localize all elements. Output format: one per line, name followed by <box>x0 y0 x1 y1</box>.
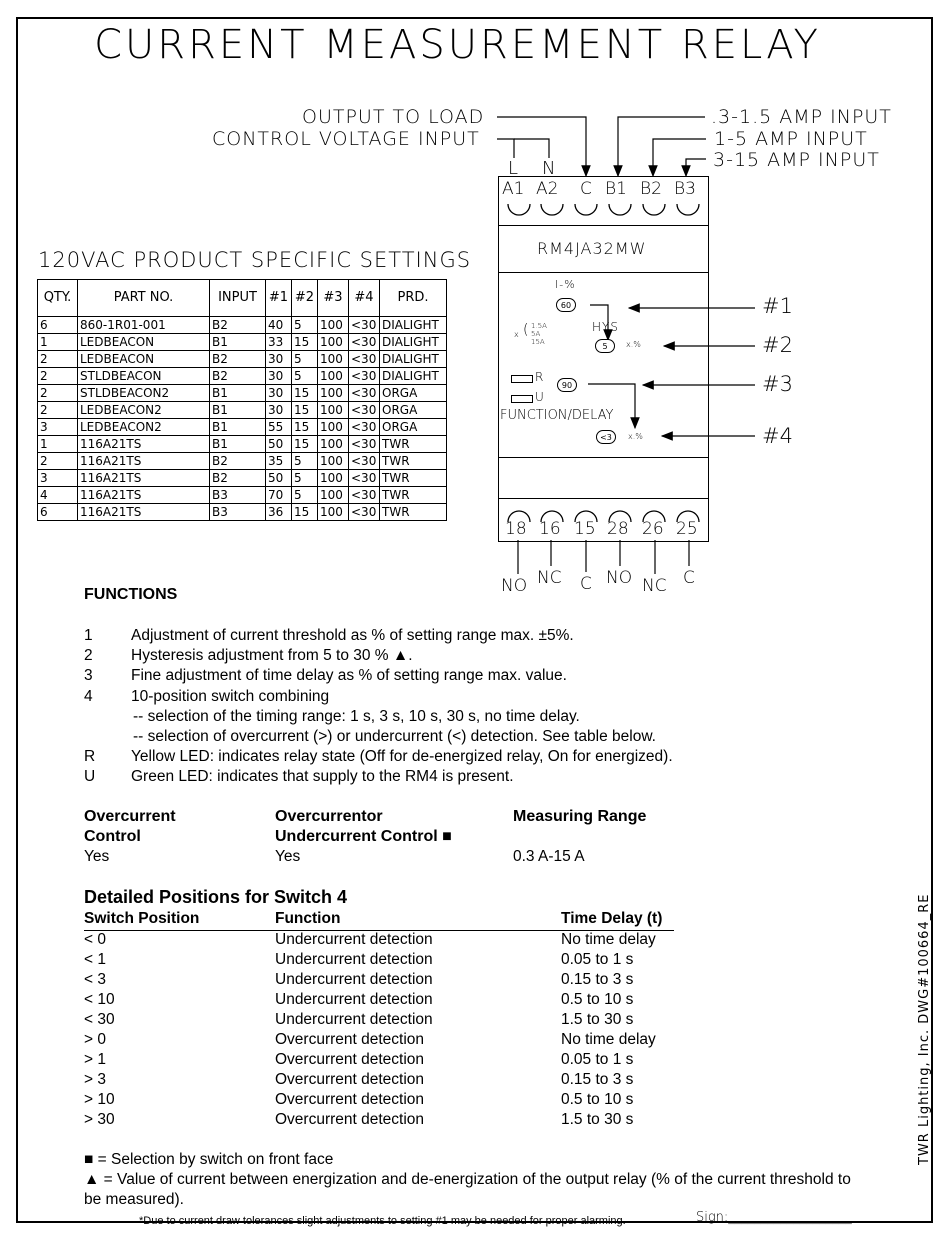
cell-qty: 6 <box>38 504 78 521</box>
terminal-15: 15 <box>574 519 596 539</box>
hysteresis-unit: x.% <box>626 340 641 349</box>
switch-position: > 3 <box>84 1071 106 1088</box>
cell-product: DIALIGHT <box>380 334 447 351</box>
cell-qty: 2 <box>38 453 78 470</box>
switch-time-delay: 1.5 to 30 s <box>561 1011 634 1028</box>
callout-1: #1 <box>762 294 793 318</box>
cell-setting-2: 15 <box>292 436 318 453</box>
cell-qty: 1 <box>38 334 78 351</box>
settings-row <box>38 453 447 470</box>
switch-function: Overcurrent detection <box>275 1091 425 1108</box>
settings-row <box>38 504 447 521</box>
function-key: 2 <box>84 647 93 665</box>
switch-time-delay: 0.15 to 3 s <box>561 971 634 988</box>
cell-input: B1 <box>210 436 266 453</box>
function-text: Yellow LED: indicates relay state (Off for de-energized relay, On for energized). <box>131 748 673 766</box>
switch-time-delay: 0.5 to 10 s <box>561 991 634 1008</box>
switch-function: Overcurrent detection <box>275 1111 425 1128</box>
switch-row <box>84 1051 684 1071</box>
output-to-load-label: OUTPUT TO LOAD <box>302 106 485 128</box>
switch-function: Overcurrent detection <box>275 1051 425 1068</box>
hysteresis-knob[interactable]: 5 <box>595 339 615 353</box>
cell-product: DIALIGHT <box>380 317 447 334</box>
switch-row <box>84 1111 684 1131</box>
cell-setting-2: 5 <box>292 487 318 504</box>
contact-label-18: NO <box>501 576 528 596</box>
threshold-label: I-% <box>555 278 576 291</box>
cell-product: TWR <box>380 470 447 487</box>
triangle-note-line-2: be measured). <box>84 1191 184 1208</box>
header-part-no: PART NO. <box>78 280 210 317</box>
cell-part-no: 116A21TS <box>78 453 210 470</box>
settings-row <box>38 419 447 436</box>
switch-function: Undercurrent detection <box>275 991 433 1008</box>
cell-part-no: 116A21TS <box>78 504 210 521</box>
function-item <box>84 728 844 748</box>
switch-time-delay: 0.5 to 10 s <box>561 1091 634 1108</box>
cell-input: B1 <box>210 402 266 419</box>
cell-setting-3: 100 <box>318 436 349 453</box>
cell-part-no: LEDBEACON <box>78 351 210 368</box>
contact-label-25: C <box>683 568 695 588</box>
terminal-28: 28 <box>607 519 629 539</box>
cell-setting-1: 33 <box>266 334 292 351</box>
function-key: U <box>84 768 96 786</box>
led-r-label: R <box>535 370 545 384</box>
cell-setting-1: 70 <box>266 487 292 504</box>
relay-model-number: RM4JA32MW <box>537 239 647 258</box>
settings-row <box>38 402 447 419</box>
terminal-26: 26 <box>642 519 664 539</box>
cell-setting-2: 15 <box>292 419 318 436</box>
switch-position: > 0 <box>84 1031 106 1048</box>
range-value-high: 15A <box>531 338 545 346</box>
under-over-control-header-2: Undercurrent Control ■ <box>275 828 452 845</box>
function-item <box>84 708 844 728</box>
cell-setting-4: <30 <box>349 504 380 521</box>
cell-setting-1: 30 <box>266 402 292 419</box>
switch-position: < 0 <box>84 931 106 948</box>
callout-4: #4 <box>762 424 793 448</box>
cell-setting-4: <30 <box>349 470 380 487</box>
switch-function: Undercurrent detection <box>275 1011 433 1028</box>
cell-setting-1: 50 <box>266 436 292 453</box>
cell-product: TWR <box>380 436 447 453</box>
green-led-icon <box>511 395 533 403</box>
cell-setting-3: 100 <box>318 334 349 351</box>
settings-row <box>38 385 447 402</box>
cell-setting-3: 100 <box>318 453 349 470</box>
switch-time-delay: No time delay <box>561 1031 656 1048</box>
cell-qty: 2 <box>38 385 78 402</box>
signature-line[interactable]: Sign:___________________ <box>696 1210 852 1225</box>
switch-row <box>84 1091 684 1111</box>
cell-input: B2 <box>210 453 266 470</box>
cell-part-no: 860-1R01-001 <box>78 317 210 334</box>
terminal-c: C <box>580 179 592 199</box>
cell-setting-2: 5 <box>292 368 318 385</box>
function-key: 1 <box>84 627 93 644</box>
switch-position: < 10 <box>84 991 115 1008</box>
switch-table-title: Detailed Positions for Switch 4 <box>84 887 348 907</box>
cell-setting-1: 30 <box>266 385 292 402</box>
cell-part-no: 116A21TS <box>78 436 210 453</box>
header-setting-4: #4 <box>349 280 380 317</box>
terminal-25: 25 <box>676 519 698 539</box>
settings-row <box>38 368 447 385</box>
settings-table <box>37 279 447 521</box>
switch-position: < 30 <box>84 1011 115 1028</box>
cell-input: B3 <box>210 504 266 521</box>
cell-qty: 4 <box>38 487 78 504</box>
cell-setting-3: 100 <box>318 317 349 334</box>
functions-list <box>84 627 844 789</box>
switch-position: < 1 <box>84 951 106 968</box>
cell-setting-1: 40 <box>266 317 292 334</box>
switch-row <box>84 971 684 991</box>
header-time-delay: Time Delay (t) <box>561 910 663 927</box>
cell-part-no: 116A21TS <box>78 470 210 487</box>
cell-product: DIALIGHT <box>380 351 447 368</box>
low-amp-input-label: .3-1.5 AMP INPUT <box>711 106 892 128</box>
range-multiplier: x <box>514 330 520 339</box>
terminal-18: 18 <box>505 519 527 539</box>
cell-setting-2: 5 <box>292 453 318 470</box>
cell-setting-2: 15 <box>292 402 318 419</box>
header-switch-position: Switch Position <box>84 910 200 927</box>
hysteresis-label: HYS <box>592 320 619 334</box>
neutral-label: N <box>542 158 557 179</box>
switch-row <box>84 951 684 971</box>
cell-product: DIALIGHT <box>380 368 447 385</box>
range-value-low: 1.5A <box>531 322 547 330</box>
cell-setting-4: <30 <box>349 402 380 419</box>
measuring-range-header: Measuring Range <box>513 808 647 825</box>
function-item <box>84 627 844 647</box>
cell-product: ORGA <box>380 419 447 436</box>
function-text: Green LED: indicates that supply to the RM4 is present. <box>131 768 514 786</box>
cell-setting-3: 100 <box>318 419 349 436</box>
header-qty: QTY. <box>38 280 78 317</box>
cell-part-no: LEDBEACON2 <box>78 419 210 436</box>
page-title: CURRENT MEASUREMENT RELAY <box>94 22 821 68</box>
header-function: Function <box>275 910 341 927</box>
cell-setting-1: 36 <box>266 504 292 521</box>
function-text: 10-position switch combining <box>131 687 330 705</box>
cell-setting-4: <30 <box>349 487 380 504</box>
cell-setting-2: 15 <box>292 504 318 521</box>
cell-input: B2 <box>210 351 266 368</box>
cell-setting-2: 15 <box>292 334 318 351</box>
cell-setting-3: 100 <box>318 470 349 487</box>
overcurrent-control-header-2: Control <box>84 828 141 845</box>
function-text: Adjustment of current threshold as % of setting range max. ±5%. <box>131 627 574 644</box>
cell-input: B2 <box>210 368 266 385</box>
switch-time-delay: 1.5 to 30 s <box>561 1111 634 1128</box>
function-key: 4 <box>84 687 93 705</box>
cell-product: ORGA <box>380 402 447 419</box>
function-item <box>84 768 844 788</box>
range-value-mid: 5A <box>531 330 541 338</box>
cell-part-no: LEDBEACON <box>78 334 210 351</box>
cell-setting-4: <30 <box>349 436 380 453</box>
cell-product: TWR <box>380 504 447 521</box>
overcurrent-control-value: Yes <box>84 848 110 865</box>
cell-qty: 2 <box>38 351 78 368</box>
cell-setting-3: 100 <box>318 487 349 504</box>
contact-label-28: NO <box>606 568 633 588</box>
callout-2: #2 <box>762 333 793 357</box>
cell-setting-3: 100 <box>318 351 349 368</box>
cell-setting-1: 55 <box>266 419 292 436</box>
switch-row <box>84 991 684 1011</box>
header-setting-1: #1 <box>266 280 292 317</box>
measuring-range-value: 0.3 A-15 A <box>513 848 585 865</box>
terminal-a2: A2 <box>536 179 559 199</box>
switch-position: > 1 <box>84 1051 106 1068</box>
cell-input: B1 <box>210 334 266 351</box>
function-text: Hysteresis adjustment from 5 to 30 % ▲. <box>131 647 413 665</box>
function-text: -- selection of overcurrent (>) or undercurrent (<) detection. See table below. <box>133 727 656 745</box>
settings-header-row <box>38 280 447 317</box>
terminal-b1: B1 <box>605 179 627 199</box>
terminal-a1: A1 <box>502 179 525 199</box>
line-label: L <box>508 158 520 179</box>
cell-setting-1: 30 <box>266 368 292 385</box>
function-delay-label: FUNCTION/DELAY <box>500 408 614 423</box>
cell-setting-2: 5 <box>292 317 318 334</box>
function-text: Fine adjustment of time delay as % of setting range max. value. <box>131 667 567 685</box>
switch-position: > 30 <box>84 1111 115 1128</box>
range-bracket-icon: ( <box>523 322 529 338</box>
settings-row <box>38 487 447 504</box>
switch-function: Undercurrent detection <box>275 931 433 948</box>
mid-amp-input-label: 1-5 AMP INPUT <box>714 128 868 150</box>
function-item <box>84 667 844 687</box>
cell-part-no: 116A21TS <box>78 487 210 504</box>
cell-setting-4: <30 <box>349 317 380 334</box>
terminal-b3: B3 <box>674 179 696 199</box>
terminal-b2: B2 <box>640 179 662 199</box>
switch-position: > 10 <box>84 1091 115 1108</box>
settings-row <box>38 317 447 334</box>
cell-setting-4: <30 <box>349 385 380 402</box>
cell-setting-4: <30 <box>349 453 380 470</box>
terminal-16: 16 <box>539 519 561 539</box>
cell-qty: 6 <box>38 317 78 334</box>
yellow-led-icon <box>511 375 533 383</box>
time-delay-knob[interactable]: 90 <box>557 378 577 392</box>
cell-part-no: LEDBEACON2 <box>78 402 210 419</box>
cell-setting-2: 5 <box>292 351 318 368</box>
switch-row <box>84 1031 684 1051</box>
cell-product: ORGA <box>380 385 447 402</box>
function-unit: x.% <box>628 432 643 441</box>
overcurrent-control-header-1: Overcurrent <box>84 808 176 825</box>
settings-row <box>38 436 447 453</box>
switch-row <box>84 931 684 951</box>
switch-function: Undercurrent detection <box>275 951 433 968</box>
cell-input: B2 <box>210 470 266 487</box>
cell-product: TWR <box>380 487 447 504</box>
cell-qty: 2 <box>38 402 78 419</box>
footnote: *Due to current draw tolerances slight adjustments to setting #1 may be needed for proper alarming. <box>139 1215 626 1227</box>
cell-part-no: STLDBEACON <box>78 368 210 385</box>
settings-row <box>38 334 447 351</box>
cell-qty: 1 <box>38 436 78 453</box>
under-over-control-header-1: Overcurrentor <box>275 808 383 825</box>
switch-position: < 3 <box>84 971 106 988</box>
cell-product: TWR <box>380 453 447 470</box>
settings-row <box>38 470 447 487</box>
cell-setting-4: <30 <box>349 419 380 436</box>
functions-heading: FUNCTIONS <box>84 586 178 603</box>
cell-input: B1 <box>210 385 266 402</box>
cell-setting-3: 100 <box>318 402 349 419</box>
switch-time-delay: 0.15 to 3 s <box>561 1071 634 1088</box>
terminal-screws <box>498 176 709 546</box>
cell-qty: 3 <box>38 470 78 487</box>
switch-function: Overcurrent detection <box>275 1031 425 1048</box>
switch-time-delay: 0.05 to 1 s <box>561 951 634 968</box>
under-over-control-value: Yes <box>275 848 301 865</box>
function-switch-knob[interactable]: <3 <box>596 430 616 444</box>
cell-setting-3: 100 <box>318 385 349 402</box>
header-product: PRD. <box>380 280 447 317</box>
drawing-number-side-text: TWR Lighting, Inc. DWG#100664_RE <box>917 893 932 1165</box>
function-text: -- selection of the timing range: 1 s, 3 s, 10 s, 30 s, no time delay. <box>133 707 580 725</box>
threshold-knob[interactable]: 60 <box>556 298 576 312</box>
header-input: INPUT <box>210 280 266 317</box>
switch-function: Overcurrent detection <box>275 1071 425 1088</box>
cell-qty: 2 <box>38 368 78 385</box>
contact-label-26: NC <box>642 576 667 596</box>
cell-setting-2: 5 <box>292 470 318 487</box>
switch-row <box>84 1011 684 1031</box>
cell-part-no: STLDBEACON2 <box>78 385 210 402</box>
callout-3: #3 <box>762 372 793 396</box>
led-u-label: U <box>535 390 545 404</box>
cell-input: B1 <box>210 419 266 436</box>
function-item <box>84 688 844 708</box>
cell-setting-1: 50 <box>266 470 292 487</box>
function-key: 3 <box>84 667 93 685</box>
cell-input: B2 <box>210 317 266 334</box>
settings-row <box>38 351 447 368</box>
control-voltage-input-label: CONTROL VOLTAGE INPUT <box>212 128 480 150</box>
cell-setting-4: <30 <box>349 351 380 368</box>
contact-label-15: C <box>580 574 592 594</box>
cell-setting-1: 35 <box>266 453 292 470</box>
square-note: ■ = Selection by switch on front face <box>84 1151 334 1168</box>
switch-function: Undercurrent detection <box>275 971 433 988</box>
switch-table-header <box>84 910 674 931</box>
cell-qty: 3 <box>38 419 78 436</box>
switch-time-delay: 0.05 to 1 s <box>561 1051 634 1068</box>
cell-setting-4: <30 <box>349 368 380 385</box>
cell-setting-4: <30 <box>349 334 380 351</box>
switch-row <box>84 1071 684 1091</box>
contact-label-16: NC <box>537 568 562 588</box>
function-item <box>84 647 844 667</box>
high-amp-input-label: 3-15 AMP INPUT <box>713 149 880 171</box>
range-values <box>531 322 547 346</box>
cell-setting-3: 100 <box>318 368 349 385</box>
cell-input: B3 <box>210 487 266 504</box>
function-key: R <box>84 748 96 766</box>
triangle-note-line-1: ▲ = Value of current between energization and de-energization of the output relay (% of the current threshold to <box>84 1171 851 1188</box>
settings-title: 120VAC PRODUCT SPECIFIC SETTINGS <box>38 248 472 272</box>
function-item <box>84 748 844 768</box>
switch-time-delay: No time delay <box>561 931 656 948</box>
header-setting-2: #2 <box>292 280 318 317</box>
cell-setting-1: 30 <box>266 351 292 368</box>
cell-setting-2: 15 <box>292 385 318 402</box>
cell-setting-3: 100 <box>318 504 349 521</box>
header-setting-3: #3 <box>318 280 349 317</box>
